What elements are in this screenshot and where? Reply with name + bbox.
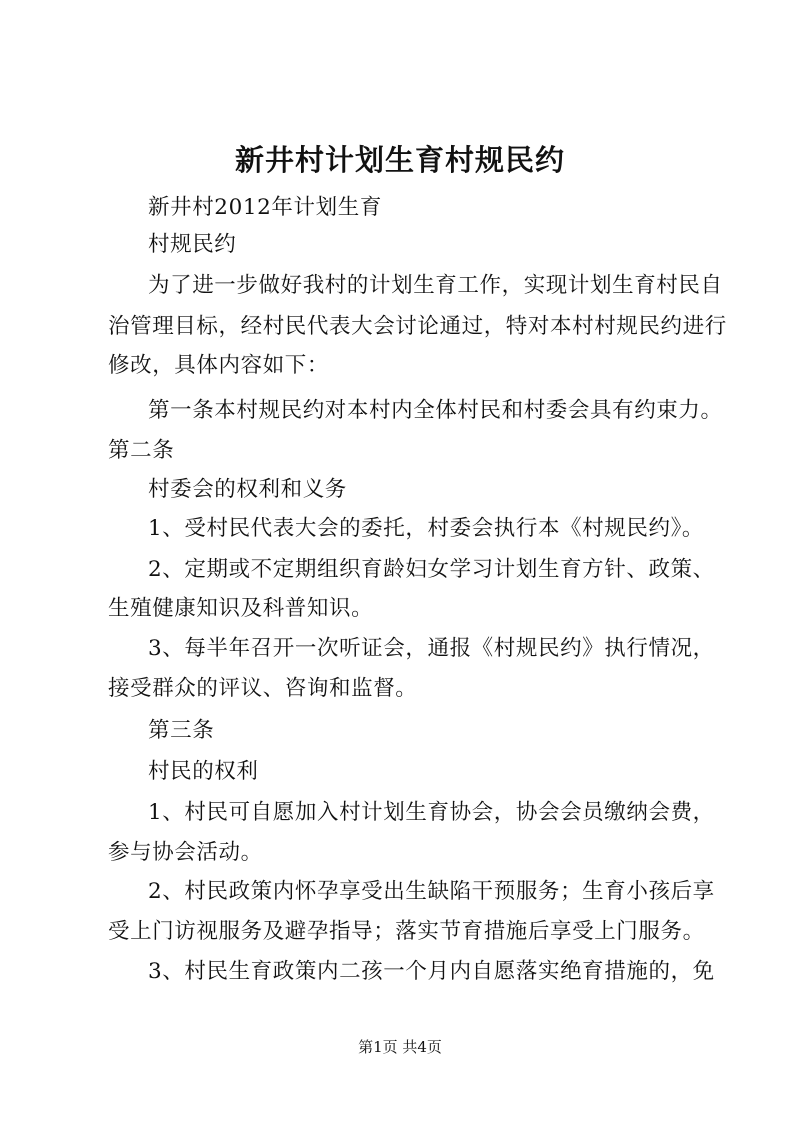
paragraph-line: 2、定期或不定期组织育龄妇女学习计划生育方针、政策、 [148, 557, 715, 582]
paragraph-line: 第三条 [148, 718, 215, 743]
paragraph-line: 3、每半年召开一次听证会，通报《村规民约》执行情况， [148, 636, 715, 661]
paragraph-line: 修改，具体内容如下： [108, 353, 330, 378]
paragraph-line: 接受群众的评议、咨询和监督。 [108, 676, 418, 701]
paragraph-line: 村委会的权利和义务 [148, 477, 347, 502]
paragraph-line: 治管理目标，经村民代表大会讨论通过，特对本村村规民约进行 [108, 314, 727, 339]
paragraph-line: 受上门访视服务及避孕指导；落实节育措施后享受上门服务。 [108, 919, 705, 944]
document-title: 新井村计划生育村规民约 [234, 143, 565, 177]
paragraph-line: 3、村民生育政策内二孩一个月内自愿落实绝育措施的，免 [148, 959, 715, 984]
paragraph-line: 生殖健康知识及科普知识。 [108, 596, 374, 621]
paragraph-line: 村规民约 [148, 232, 237, 257]
page-number: 第1页 共4页 [358, 1038, 442, 1056]
paragraph-line: 2、村民政策内怀孕享受出生缺陷干预服务；生育小孩后享 [148, 879, 715, 904]
paragraph-line: 第一条本村规民约对本村内全体村民和村委会具有约束力。 [148, 398, 723, 423]
paragraph-line: 1、村民可自愿加入村计划生育协会，协会会员缴纳会费， [148, 800, 715, 825]
paragraph-line: 第二条 [108, 438, 175, 463]
paragraph-line: 参与协会活动。 [108, 840, 263, 865]
paragraph-line: 为了进一步做好我村的计划生育工作，实现计划生育村民自 [148, 273, 723, 298]
paragraph-line: 新井村2012年计划生育 [148, 195, 382, 220]
paragraph-line: 村民的权利 [148, 759, 259, 784]
paragraph-line: 1、受村民代表大会的委托，村委会执行本《村规民约》。 [148, 516, 705, 541]
